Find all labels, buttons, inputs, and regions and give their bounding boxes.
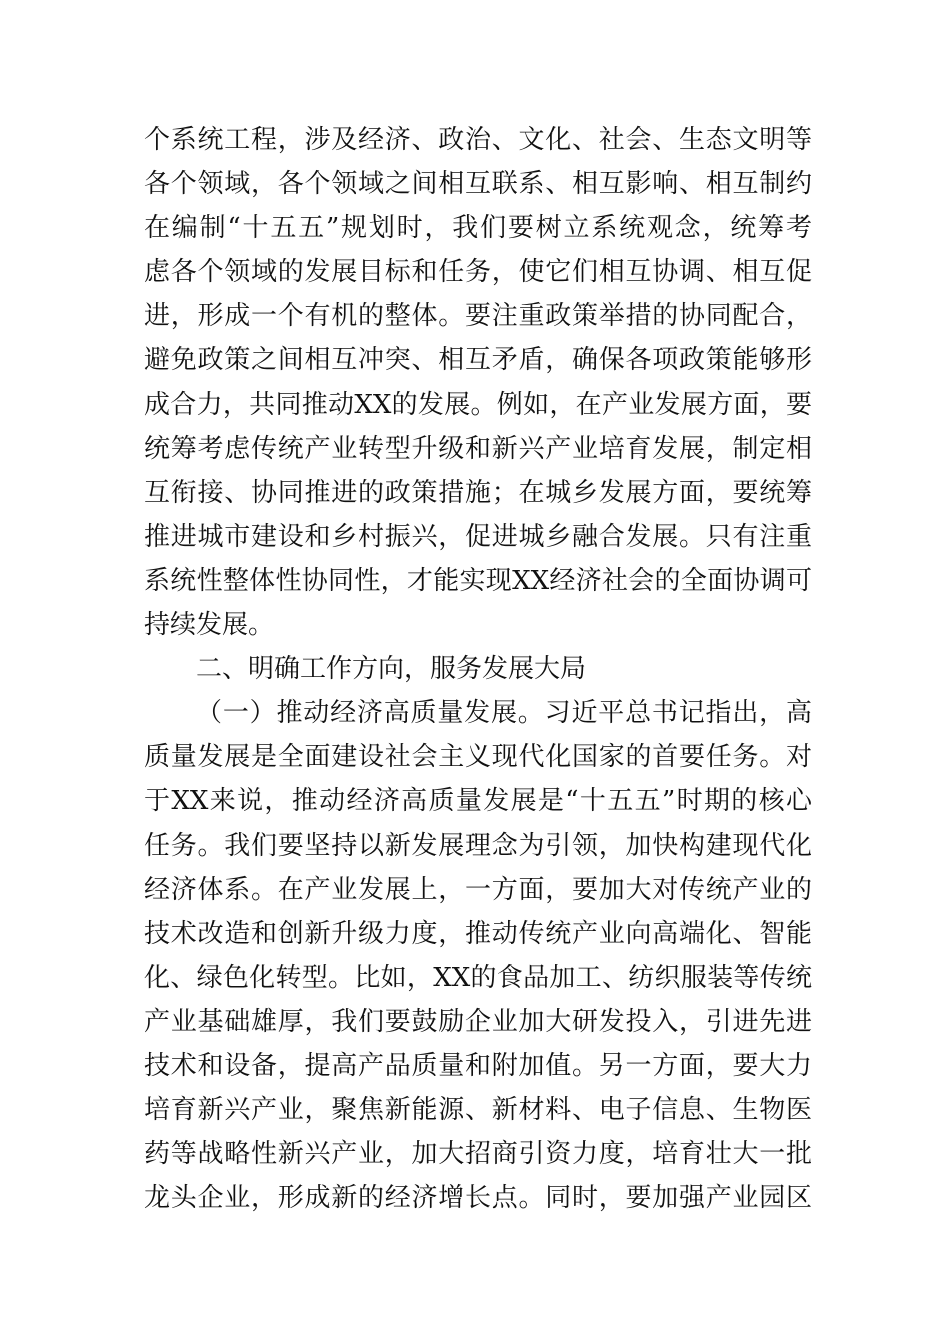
text-line: 避免政策之间相互冲突、相互矛盾，确保各项政策能够形 bbox=[144, 345, 812, 376]
text-line: 系统性整体性协同性，才能实现XX经济社会的全面协调可 bbox=[144, 565, 812, 596]
text-line: 化、绿色化转型。比如，XX的食品加工、纺织服装等传统 bbox=[144, 962, 812, 993]
text-line: 互衔接、协同推进的政策措施；在城乡发展方面，要统筹 bbox=[144, 477, 812, 508]
text-line: 成合力，共同推动XX的发展。例如，在产业发展方面，要 bbox=[144, 389, 812, 420]
text-line: 药等战略性新兴产业，加大招商引资力度，培育壮大一批 bbox=[144, 1139, 812, 1170]
text-line: 培育新兴产业，聚焦新能源、新材料、电子信息、生物医 bbox=[144, 1095, 812, 1126]
text-line: 产业基础雄厚，我们要鼓励企业加大研发投入，引进先进 bbox=[144, 1006, 812, 1037]
section-heading: 二、明确工作方向，服务发展大局 bbox=[196, 654, 587, 685]
text-line: 推进城市建设和乡村振兴，促进城乡融合发展。只有注重 bbox=[144, 521, 812, 552]
text-line: 技术和设备，提高产品质量和附加值。另一方面，要大力 bbox=[144, 1050, 812, 1081]
body-text bbox=[144, 118, 812, 1220]
text-line: 于XX来说，推动经济高质量发展是“十五五”时期的核心 bbox=[144, 786, 812, 817]
text-line: 任务。我们要坚持以新发展理念为引领，加快构建现代化 bbox=[144, 830, 812, 861]
text-line: 质量发展是全面建设社会主义现代化国家的首要任务。对 bbox=[144, 742, 812, 773]
text-line: 龙头企业，形成新的经济增长点。同时，要加强产业园区 bbox=[144, 1183, 812, 1214]
text-line: 各个领域，各个领域之间相互联系、相互影响、相互制约 bbox=[144, 169, 812, 200]
text-line: 虑各个领域的发展目标和任务，使它们相互协调、相互促 bbox=[144, 257, 812, 288]
text-line: 持续发展。 bbox=[144, 610, 275, 641]
text-line: 技术改造和创新升级力度，推动传统产业向高端化、智能 bbox=[144, 918, 812, 949]
subsection-line: （一）推动经济高质量发展。习近平总书记指出，高 bbox=[196, 698, 812, 729]
text-line: 在编制“十五五”规划时，我们要树立系统观念，统筹考 bbox=[144, 213, 812, 244]
text-line: 进，形成一个有机的整体。要注重政策举措的协同配合， bbox=[144, 301, 812, 332]
text-line: 经济体系。在产业发展上，一方面，要加大对传统产业的 bbox=[144, 874, 812, 905]
text-line: 个系统工程，涉及经济、政治、文化、社会、生态文明等 bbox=[144, 125, 812, 155]
text-line: 统筹考虑传统产业转型升级和新兴产业培育发展，制定相 bbox=[144, 433, 812, 464]
